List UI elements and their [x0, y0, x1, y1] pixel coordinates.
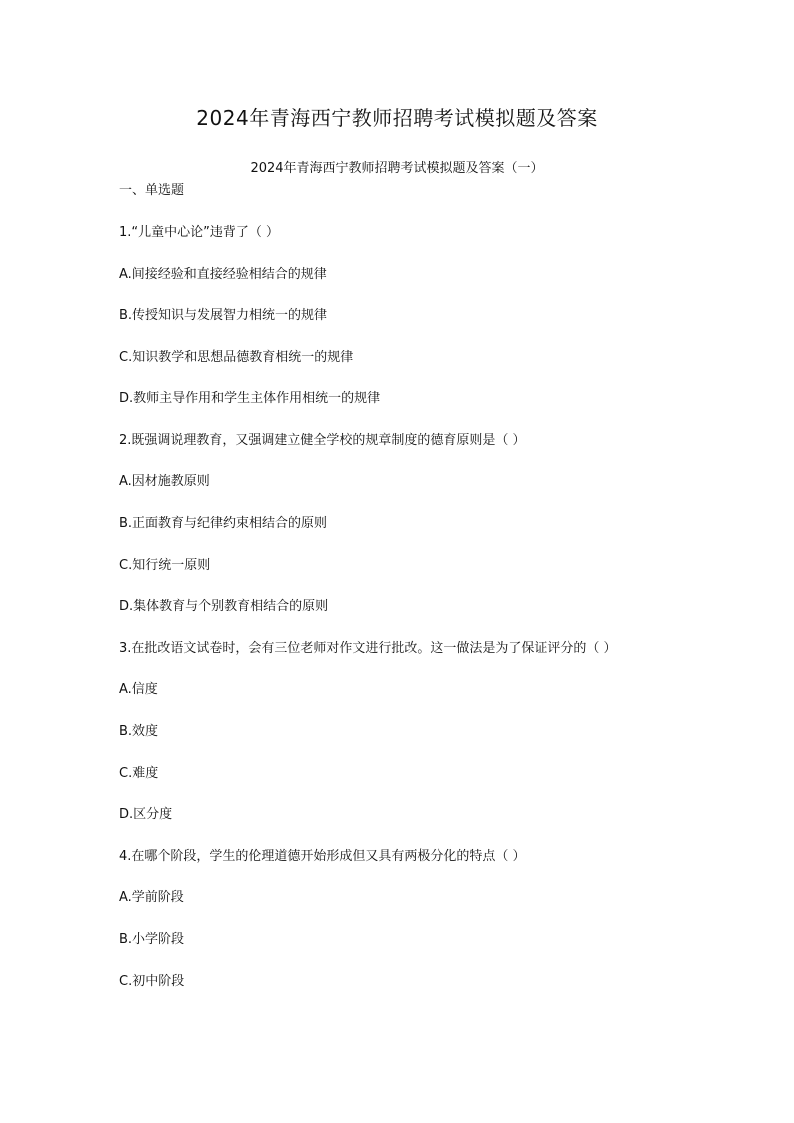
question-1-option-b: B.传授知识与发展智力相统一的规律 [119, 308, 328, 323]
question-4-option-c: C.初中阶段 [119, 974, 185, 989]
question-2-option-b: B.正面教育与纪律约束相结合的原则 [119, 516, 328, 531]
question-3-stem: 3.在批改语文试卷时，会有三位老师对作文进行批改。这一做法是为了保证评分的（ ） [119, 641, 617, 656]
question-3-option-d: D.区分度 [119, 807, 173, 822]
question-3-option-c: C.难度 [119, 766, 159, 781]
document-subtitle: 2024年青海西宁教师招聘考试模拟题及答案（一） [250, 161, 544, 176]
question-3-option-a: A.信度 [119, 682, 158, 697]
question-2-stem: 2.既强调说理教育，又强调建立健全学校的规章制度的德育原则是（ ） [119, 433, 526, 448]
question-2-option-c: C.知行统一原则 [119, 558, 211, 573]
question-1-option-c: C.知识教学和思想品德教育相统一的规律 [119, 350, 354, 365]
question-2-option-a: A.因材施教原则 [119, 474, 210, 489]
question-2-option-d: D.集体教育与个别教育相结合的原则 [119, 599, 329, 614]
document-title: 2024年青海西宁教师招聘考试模拟题及答案 [196, 106, 598, 130]
question-3-option-b: B.效度 [119, 724, 159, 739]
question-1-option-a: A.间接经验和直接经验相结合的规律 [119, 267, 327, 282]
section-heading: 一、单选题 [119, 183, 185, 198]
question-1-stem: 1.“儿童中心论”违背了（ ） [119, 225, 280, 240]
question-4-option-b: B.小学阶段 [119, 932, 185, 947]
question-1-option-d: D.教师主导作用和学生主体作用相统一的规律 [119, 391, 381, 406]
question-4-option-a: A.学前阶段 [119, 890, 184, 905]
question-4-stem: 4.在哪个阶段，学生的伦理道德开始形成但又具有两极分化的特点（ ） [119, 849, 526, 864]
